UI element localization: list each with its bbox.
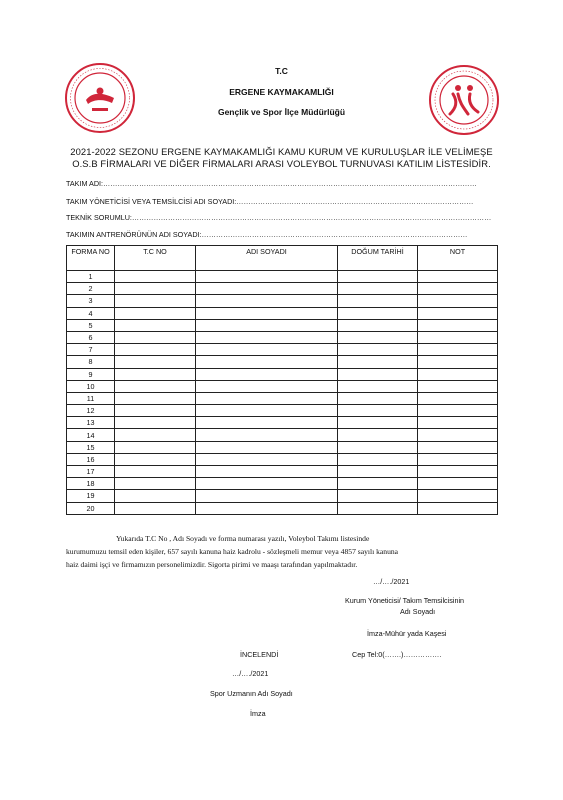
cell-birth-date[interactable] (338, 295, 418, 307)
cell-birth-date[interactable] (338, 502, 418, 514)
table-row (67, 478, 498, 490)
statement-text (66, 532, 503, 571)
cell-forma-no: 1 (67, 271, 115, 283)
cell-birth-date[interactable] (338, 429, 418, 441)
cell-tc-no[interactable] (115, 356, 196, 368)
cell-forma-no: 14 (67, 429, 115, 441)
table-row (67, 356, 498, 368)
cell-note[interactable] (418, 466, 498, 478)
cell-forma-no: 10 (67, 380, 115, 392)
cell-forma-no: 5 (67, 319, 115, 331)
cell-note[interactable] (418, 307, 498, 319)
cell-birth-date[interactable] (338, 356, 418, 368)
cell-name[interactable] (196, 466, 338, 478)
cell-forma-no: 16 (67, 453, 115, 465)
cell-name[interactable] (196, 502, 338, 514)
table-row (67, 392, 498, 404)
cell-tc-no[interactable] (115, 283, 196, 295)
participant-table (66, 245, 498, 515)
table-row (67, 405, 498, 417)
cell-tc-no[interactable] (115, 478, 196, 490)
team-manager-field: TAKIM YÖNETİCİSİ VEYA TEMSİLCİSİ ADI SOYADI:……………………………………………………………………………………… (66, 197, 474, 206)
cell-birth-date[interactable] (338, 405, 418, 417)
cell-birth-date[interactable] (338, 380, 418, 392)
table-row (67, 283, 498, 295)
cell-tc-no[interactable] (115, 331, 196, 343)
cell-note[interactable] (418, 453, 498, 465)
specialist-signature-label: İmza (250, 709, 266, 718)
technical-responsible-field: TEKNİK SORUMLU:…………………………………………………………………………………………………………………………………… (66, 213, 492, 222)
table-row (67, 271, 498, 283)
table-row (67, 490, 498, 502)
cell-forma-no: 8 (67, 356, 115, 368)
cell-birth-date[interactable] (338, 344, 418, 356)
cell-forma-no: 3 (67, 295, 115, 307)
cell-note[interactable] (418, 380, 498, 392)
cell-forma-no: 20 (67, 502, 115, 514)
header-tc: T.C (275, 66, 288, 76)
column-header-forma-no: FORMA NO (67, 246, 115, 271)
cell-name[interactable] (196, 380, 338, 392)
cell-name[interactable] (196, 392, 338, 404)
cell-tc-no[interactable] (115, 392, 196, 404)
cell-forma-no: 19 (67, 490, 115, 502)
cell-name[interactable] (196, 478, 338, 490)
cell-forma-no: 2 (67, 283, 115, 295)
table-body (67, 271, 498, 515)
cell-forma-no: 9 (67, 368, 115, 380)
table-row (67, 295, 498, 307)
signature-stamp-label: İmza-Mühür yada Kaşesi (367, 629, 447, 638)
cell-note[interactable] (418, 441, 498, 453)
statement-line-1: Yukarıda T.C No , Adı Soyadı ve forma numarası yazılı, Voleybol Takımı listesinde (116, 534, 370, 543)
phone-field: Cep Tel:0(…….)……………. (352, 650, 442, 659)
table-row (67, 453, 498, 465)
cell-tc-no[interactable] (115, 417, 196, 429)
column-header-note: NOT (418, 246, 498, 271)
cell-tc-no[interactable] (115, 319, 196, 331)
coach-field: TAKIMIN ANTRENÖRÜNÜN ADI SOYADI:………………………………………………………………………………………………… (66, 230, 468, 239)
cell-birth-date[interactable] (338, 307, 418, 319)
cell-tc-no[interactable] (115, 466, 196, 478)
table-row (67, 429, 498, 441)
cell-birth-date[interactable] (338, 392, 418, 404)
cell-name[interactable] (196, 490, 338, 502)
cell-name[interactable] (196, 441, 338, 453)
cell-forma-no: 12 (67, 405, 115, 417)
cell-forma-no: 7 (67, 344, 115, 356)
signature-date: …/…./2021 (373, 577, 410, 586)
cell-tc-no[interactable] (115, 380, 196, 392)
cell-note[interactable] (418, 283, 498, 295)
cell-birth-date[interactable] (338, 271, 418, 283)
table-row (67, 417, 498, 429)
cell-forma-no: 17 (67, 466, 115, 478)
cell-birth-date[interactable] (338, 453, 418, 465)
cell-forma-no: 6 (67, 331, 115, 343)
cell-name[interactable] (196, 368, 338, 380)
cell-birth-date[interactable] (338, 319, 418, 331)
cell-tc-no[interactable] (115, 405, 196, 417)
cell-birth-date[interactable] (338, 417, 418, 429)
document-title-line2: O.S.B FİRMALARI VE DİĞER FİRMALARI ARASI VOLEYBOL TURNUVASI KATILIM LİSTESİDİR. (72, 158, 491, 169)
cell-birth-date[interactable] (338, 490, 418, 502)
cell-name[interactable] (196, 344, 338, 356)
cell-note[interactable] (418, 356, 498, 368)
cell-note[interactable] (418, 319, 498, 331)
table-row (67, 319, 498, 331)
cell-birth-date[interactable] (338, 441, 418, 453)
cell-note[interactable] (418, 490, 498, 502)
cell-note[interactable] (418, 344, 498, 356)
sports-specialist-label: Spor Uzmanın Adı Soyadı (210, 689, 293, 698)
statement-line-3: haiz daimi işçi ve firmamızın personelimizdir. Sigorta pirimi ve maaşı tarafından yapılmaktadır. (66, 560, 358, 569)
cell-name[interactable] (196, 283, 338, 295)
table-row (67, 368, 498, 380)
cell-birth-date[interactable] (338, 368, 418, 380)
cell-tc-no[interactable] (115, 502, 196, 514)
cell-forma-no: 11 (67, 392, 115, 404)
cell-note[interactable] (418, 271, 498, 283)
table-row (67, 331, 498, 343)
cell-tc-no[interactable] (115, 295, 196, 307)
table-row (67, 307, 498, 319)
cell-forma-no: 13 (67, 417, 115, 429)
cell-note[interactable] (418, 429, 498, 441)
signature-role-line2: Adı Soyadı (400, 607, 436, 616)
cell-name[interactable] (196, 417, 338, 429)
team-name-field: TAKIM ADI:………………………………………………………………………………………………………………………………………… (66, 179, 477, 188)
column-header-name: ADI SOYADI (196, 246, 338, 271)
header-directorate: Gençlik ve Spor İlçe Müdürlüğü (217, 107, 346, 117)
table-row (67, 466, 498, 478)
table-row (67, 502, 498, 514)
document-title-line1: 2021-2022 SEZONU ERGENE KAYMAKAMLIĞI KAMU KURUM VE KURULUŞLAR İLE VELİMEŞE (70, 146, 493, 157)
review-date: …/…./2021 (232, 669, 269, 678)
cell-note[interactable] (418, 478, 498, 490)
cell-name[interactable] (196, 331, 338, 343)
cell-name[interactable] (196, 356, 338, 368)
cell-tc-no[interactable] (115, 344, 196, 356)
cell-name[interactable] (196, 307, 338, 319)
column-header-birth-date: DOĞUM TARİHİ (338, 246, 418, 271)
column-header-tc-no: T.C NO (115, 246, 196, 271)
cell-tc-no[interactable] (115, 271, 196, 283)
table-row (67, 344, 498, 356)
cell-name[interactable] (196, 429, 338, 441)
cell-tc-no[interactable] (115, 307, 196, 319)
cell-tc-no[interactable] (115, 441, 196, 453)
cell-note[interactable] (418, 392, 498, 404)
cell-birth-date[interactable] (338, 283, 418, 295)
cell-name[interactable] (196, 271, 338, 283)
cell-note[interactable] (418, 331, 498, 343)
cell-name[interactable] (196, 319, 338, 331)
statement-line-2: kurumumuzu temsil eden kişiler, 657 sayılı kanuna haiz kadrolu - sözleşmeli memur veya 4857 sayılı kanuna (66, 547, 399, 556)
cell-birth-date[interactable] (338, 478, 418, 490)
cell-forma-no: 15 (67, 441, 115, 453)
header-kaymakamlik: ERGENE KAYMAKAMLIĞI (229, 87, 334, 97)
cell-forma-no: 4 (67, 307, 115, 319)
table-header-row (67, 246, 498, 271)
cell-name[interactable] (196, 295, 338, 307)
cell-note[interactable] (418, 405, 498, 417)
cell-tc-no[interactable] (115, 429, 196, 441)
cell-birth-date[interactable] (338, 466, 418, 478)
cell-note[interactable] (418, 295, 498, 307)
cell-name[interactable] (196, 453, 338, 465)
cell-tc-no[interactable] (115, 490, 196, 502)
reviewed-label: İNCELENDİ (240, 650, 279, 659)
table-row (67, 380, 498, 392)
cell-note[interactable] (418, 368, 498, 380)
cell-birth-date[interactable] (338, 331, 418, 343)
cell-tc-no[interactable] (115, 368, 196, 380)
signature-role-line1: Kurum Yöneticisi/ Takım Temsilcisinin (345, 596, 465, 605)
cell-note[interactable] (418, 502, 498, 514)
cell-name[interactable] (196, 405, 338, 417)
table-row (67, 441, 498, 453)
cell-note[interactable] (418, 417, 498, 429)
cell-tc-no[interactable] (115, 453, 196, 465)
cell-forma-no: 18 (67, 478, 115, 490)
